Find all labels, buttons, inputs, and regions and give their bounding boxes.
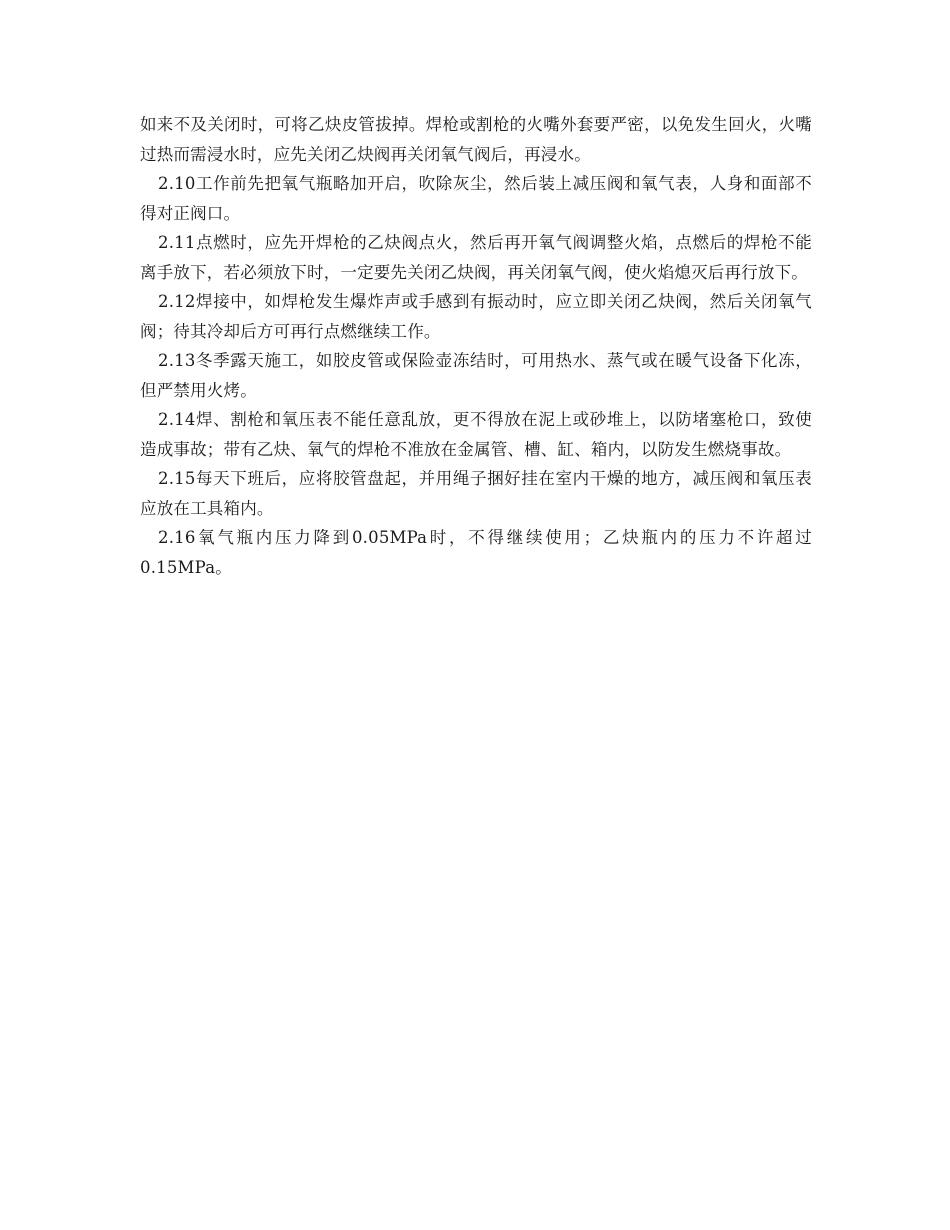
paragraph-2-15: 2.15每天下班后，应将胶管盘起，并用绳子捆好挂在室内干燥的地方，减压阀和氧压表应放在工具箱内。 <box>140 469 812 518</box>
paragraph-2-11: 2.11点燃时，应先开焊枪的乙炔阀点火，然后再开氧气阀调整火焰，点燃后的焊枪不能离手放下，若必须放下时，一定要先关闭乙炔阀，再关闭氧气阀，使火焰熄灭后再行放下。 <box>140 233 812 282</box>
paragraph-2-12: 2.12焊接中，如焊枪发生爆炸声或手感到有振动时，应立即关闭乙炔阀，然后关闭氧气阀；待其冷却后方可再行点燃继续工作。 <box>140 292 812 341</box>
document-page <box>140 110 812 582</box>
paragraph-2-13: 2.13冬季露天施工，如胶皮管或保险壶冻结时，可用热水、蒸气或在暖气设备下化冻，但严禁用火烤。 <box>140 351 812 400</box>
paragraph-2-14: 2.14焊、割枪和氧压表不能任意乱放，更不得放在泥上或砂堆上，以防堵塞枪口，致使造成事故；带有乙炔、氧气的焊枪不准放在金属管、槽、缸、箱内，以防发生燃烧事故。 <box>140 410 812 459</box>
paragraph-2-10: 2.10工作前先把氧气瓶略加开启，吹除灰尘，然后装上减压阀和氧气表，人身和面部不得对正阀口。 <box>140 174 812 223</box>
paragraph-continuation: 如来不及关闭时，可将乙炔皮管拔掉。焊枪或割枪的火嘴外套要严密，以免发生回火，火嘴过热而需浸水时，应先关闭乙炔阀再关闭氧气阀后，再浸水。 <box>140 115 812 164</box>
paragraph-2-16: 2.16氧气瓶内压力降到0.05MPa时，不得继续使用；乙炔瓶内的压力不许超过0.15MPa。 <box>140 528 812 577</box>
